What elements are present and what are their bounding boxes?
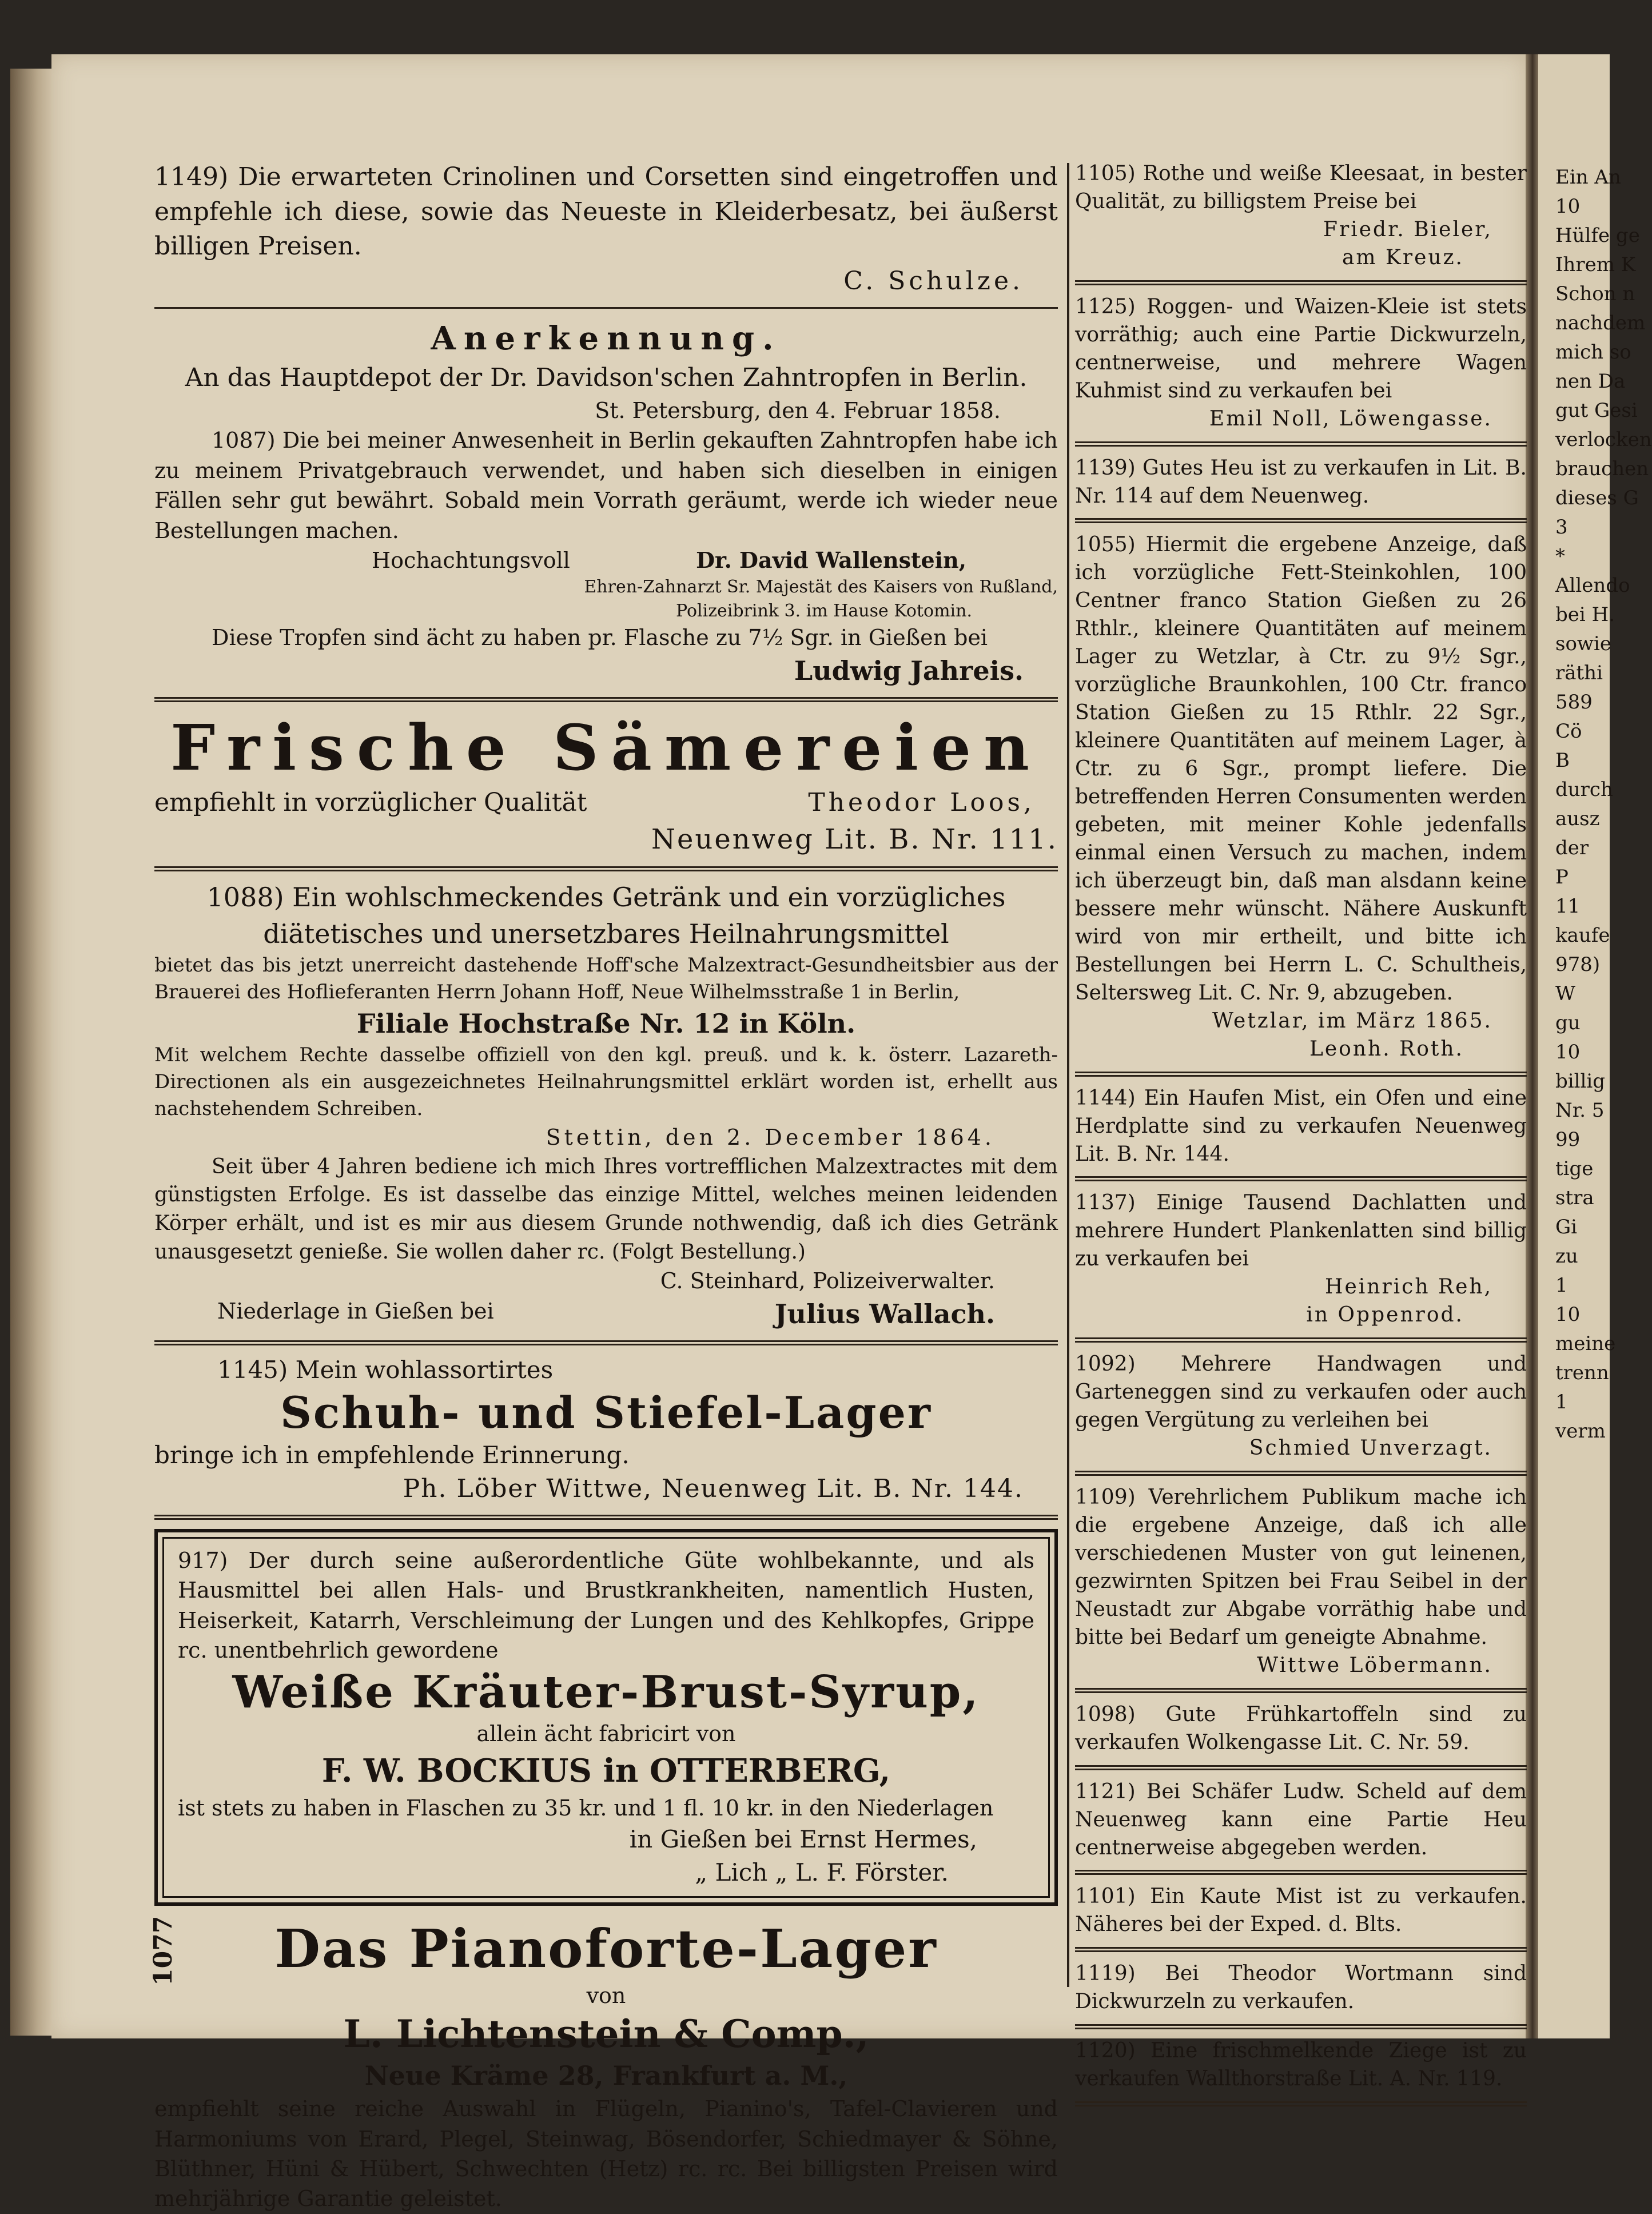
ad-body: 917) Der durch seine außerordentliche Güte wohlbekannte, und als Hausmittel bei allen Hals- und Brustkrankheiten, namentlich Husten, Heiserkeit, Katarrh, Verschleimung der Lungen und des Kehlkopfes, Grippe rc. unentbehrlich gewordene xyxy=(178,1547,1034,1663)
ad-letter: Seit über 4 Jahren bediene ich mich Ihres vortrefflichen Malzextractes mit dem günstigsten Erfolge. Es ist dasselbe das einzige Mittel, welches meinen leidenden Körper erhält, und ist es mir aus diesem Grunde nothwendig, daß ich dies Getränk unausgesetzt genieße. Sie wollen daher rc. (Folgt Bestellung.) xyxy=(154,1154,1058,1264)
fragment-line: gu xyxy=(1555,1012,1581,1034)
separator xyxy=(154,307,1058,309)
separator xyxy=(154,1515,1058,1520)
fragment-line: 1 xyxy=(1555,1391,1568,1413)
classified-signature: Wittwe Löbermann. xyxy=(1257,1653,1492,1677)
ad-917 xyxy=(162,1537,1050,1898)
fragment-line: 11 xyxy=(1555,895,1581,918)
separator xyxy=(1075,518,1527,523)
classified-text: 1144) Ein Haufen Mist, ein Ofen und eine Herdplatte sind zu verkaufen Neuenweg Lit. B. Nr. 144. xyxy=(1075,1086,1527,1166)
ad-dealer-1: in Gießen bei Ernst Hermes, xyxy=(629,1825,977,1854)
ad-availability: ist stets zu haben in Flaschen zu 35 kr. und 1 fl. 10 kr. in den Niederlagen xyxy=(178,1795,994,1821)
ad-headline: Weiße Kräuter-Brust-Syrup, xyxy=(232,1666,980,1718)
ad-1145 xyxy=(154,1353,1058,1507)
classified-ad xyxy=(1075,1085,1527,1169)
separator xyxy=(1075,1337,1527,1343)
right-ads-list xyxy=(1075,160,1527,2107)
separator xyxy=(1075,1176,1527,1181)
closing-text: Hochachtungsvoll xyxy=(372,548,570,574)
ad-intro: 1145) Mein wohlassortirtes xyxy=(217,1356,554,1384)
ad-signature: C. Schulze. xyxy=(843,266,1024,296)
fragment-line: 10 xyxy=(1555,1041,1581,1064)
fragment-line: 10 xyxy=(1555,1303,1581,1326)
classified-signature: Leonh. Roth. xyxy=(1309,1037,1464,1061)
ad-line: bringe ich in empfehlende Erinnerung. xyxy=(154,1441,630,1470)
classified-signature: Heinrich Reh, xyxy=(1325,1275,1492,1299)
fragment-line: Gi xyxy=(1555,1216,1578,1239)
ad-title: 1088) Ein wohlschmeckendes Getränk und ein vorzügliches diätetisches und unersetzbares Heilnahrungsmittel xyxy=(206,882,1006,949)
separator xyxy=(1075,2024,1527,2029)
fragment-line: mich so xyxy=(1555,341,1631,364)
classified-ad xyxy=(1075,1351,1527,1463)
fragment-line: Ihrem K xyxy=(1555,253,1636,276)
ad-1087 xyxy=(154,317,1058,689)
fragment-line: 1 xyxy=(1555,1274,1568,1297)
fragment-line: räthi xyxy=(1555,662,1603,684)
fragment-line: durch xyxy=(1555,778,1613,801)
fragment-line: Hülfe ge xyxy=(1555,224,1640,247)
ad-1149 xyxy=(154,160,1058,299)
left-column xyxy=(149,160,1058,2214)
separator xyxy=(1075,1765,1527,1770)
separator xyxy=(1075,1870,1527,1875)
ad-917-box xyxy=(154,1529,1058,1906)
ad-maker: F. W. BOCKIUS in OTTERBERG, xyxy=(321,1751,891,1790)
right-column xyxy=(1075,160,1527,2115)
classified-ad xyxy=(1075,1960,1527,2016)
classified-signature: in Oppenrod. xyxy=(1306,1303,1464,1327)
separator xyxy=(1075,1471,1527,1476)
classified-ad xyxy=(1075,293,1527,433)
classified-signature: Friedr. Bieler, xyxy=(1323,217,1492,241)
fragment-line: nachdem xyxy=(1555,312,1646,335)
fragment-line: 10 xyxy=(1555,195,1581,218)
seeds-address: Neuenweg Lit. B. Nr. 111. xyxy=(651,823,1058,855)
ad-filiale: Filiale Hochstraße Nr. 12 in Köln. xyxy=(356,1008,856,1039)
classified-text: 1092) Mehrere Handwagen und Garteneggen sind zu verkaufen oder auch gegen Vergütung zu verleihen bei xyxy=(1075,1352,1527,1432)
classified-ad xyxy=(1075,1883,1527,1939)
fragment-line: 3 xyxy=(1555,516,1568,539)
book-page-edge xyxy=(10,69,56,2036)
dealer-name: Ludwig Jahreis. xyxy=(794,655,1024,686)
fragment-line: trenn xyxy=(1555,1361,1609,1384)
classified-text: 1098) Gute Frühkartoffeln sind zu verkaufen Wolkengasse Lit. C. Nr. 59. xyxy=(1075,1702,1527,1754)
fragment-line: Cö xyxy=(1555,720,1582,743)
piano-headline: Das Pianoforte-Lager xyxy=(274,1918,938,1980)
ad-dealer-2: „ Lich „ L. F. Förster. xyxy=(695,1858,949,1887)
fragment-line: verlocken xyxy=(1555,428,1652,451)
fragment-line: 978) xyxy=(1555,953,1601,976)
fragment-line: bei H. xyxy=(1555,603,1615,626)
fragment-line: B xyxy=(1555,749,1570,772)
depot-name: Julius Wallach. xyxy=(774,1298,995,1329)
fragment-line: kaufe xyxy=(1555,924,1610,947)
side-number: 1077 xyxy=(149,1916,178,1986)
classified-ad xyxy=(1075,160,1527,272)
seeds-quality: empfiehlt in vorzüglicher Qualität xyxy=(154,788,587,818)
fragment-line: gut Gesi xyxy=(1555,399,1638,422)
piano-firm: L. Lichtenstein & Comp., xyxy=(343,2012,869,2057)
ad-addressee: An das Hauptdepot der Dr. Davidson'schen Zahntropfen in Berlin. xyxy=(185,363,1028,393)
fragment-line: billig xyxy=(1555,1070,1606,1093)
classified-text: 1125) Roggen- und Waizen-Kleie ist stets vorräthig; auch eine Partie Dickwurzeln, centnerweise, und mehrere Wagen Kuhmist sind zu verkaufen bei xyxy=(1075,294,1527,403)
classified-ad xyxy=(1075,455,1527,511)
classified-signature: Wetzlar, im März 1865. xyxy=(1212,1009,1492,1033)
fragment-line: nen Da xyxy=(1555,370,1626,393)
ad-body-1: bietet das bis jetzt unerreicht dastehende Hoff'sche Malzextract-Gesundheitsbier aus der Brauerei des Hoflieferanten Herrn Johann Hoff, Neue Wilhelmsstraße 1 in Berlin, xyxy=(154,954,1058,1004)
ad-headline: Schuh- und Stiefel-Lager xyxy=(280,1387,932,1439)
signer-address: Polizeibrink 3. im Hause Kotomin. xyxy=(675,600,972,621)
fragment-line: meine xyxy=(1555,1332,1616,1355)
ad-seeds xyxy=(154,710,1058,858)
ad-piano xyxy=(149,1916,1058,2214)
classified-text: 1105) Rothe und weiße Kleesaat, in bester Qualität, zu billigstem Preise bei xyxy=(1075,162,1527,213)
fragment-line: der xyxy=(1555,837,1589,859)
fragment-line: sowie xyxy=(1555,632,1612,655)
fragment-line: ausz xyxy=(1555,807,1600,830)
fragment-line: 99 xyxy=(1555,1128,1581,1151)
fragment-line: Schon n xyxy=(1555,282,1635,305)
classified-text: 1139) Gutes Heu ist zu verkaufen in Lit. B. Nr. 114 auf dem Neuenweg. xyxy=(1075,456,1527,508)
separator xyxy=(1075,280,1527,285)
fragment-line: dieses G xyxy=(1555,487,1639,509)
ad-body: 1087) Die bei meiner Anwesenheit in Berlin gekauften Zahntropfen habe ich zu meinem Privatgebrauch verwendet, und haben sich dieselben in einigen Fällen sehr gut bewährt. Sobald mein Vorrath geräumt, werde ich wieder neue Bestellungen machen. xyxy=(154,428,1058,543)
ad-1088 xyxy=(154,879,1058,1332)
classified-signature: Emil Noll, Löwengasse. xyxy=(1209,407,1492,431)
separator xyxy=(1075,1947,1527,1952)
fragment-line: Nr. 5 xyxy=(1555,1099,1605,1122)
ad-dateline: Stettin, den 2. December 1864. xyxy=(546,1125,995,1150)
fragment-line: brauchen xyxy=(1555,457,1649,480)
piano-von: von xyxy=(586,1982,626,2008)
fragment-line: stra xyxy=(1555,1186,1594,1209)
classified-ad xyxy=(1075,1701,1527,1757)
classified-ad xyxy=(1075,1484,1527,1680)
classified-text: 1120) Eine frischmelkende Ziege ist zu verkaufen Wallthorstraße Lit. A. Nr. 119. xyxy=(1075,2039,1527,2091)
fragment-line: verm xyxy=(1555,1420,1606,1443)
ad-signer: C. Steinhard, Polizeiverwalter. xyxy=(660,1268,995,1294)
classified-text: 1101) Ein Kaute Mist ist zu verkaufen. Näheres bei der Exped. d. Blts. xyxy=(1075,1885,1527,1937)
fragment-line: * xyxy=(1555,545,1565,568)
separator xyxy=(154,697,1058,702)
classified-ad xyxy=(1075,1189,1527,1329)
depot-label: Niederlage in Gießen bei xyxy=(217,1298,494,1324)
fragment-line: tige xyxy=(1555,1157,1594,1180)
classified-text: 1055) Hiermit die ergebene Anzeige, daß ich vorzügliche Fett-Steinkohlen, 100 Centner franco Station Gießen zu 26 Rthlr., kleinere Quantitäten auf meinem Lager zu Wetzlar, à Ctr. zu 9½ Sgr., vorzügliche Braunkohlen, 100 Ctr. franco Station Gießen zu 15 Rthlr. 22 Sgr., kleinere Quantitäten auf meinem Lager, à Ctr. zu 6 Sgr., prompt liefere. Die betreffenden Herren Consumenten werden gebeten, mit meiner Kohle jedenfalls einmal einen Versuch zu machen, indem ich überzeugt bin, daß man alsdann keine bessere mehr wünscht. Nähere Auskunft wird von mir ertheilt, und bitte ich Bestellungen bei Herrn L. C. Schultheis, Seltersweg Lit. C. Nr. 9, abzugeben. xyxy=(1075,533,1527,1005)
classified-ad xyxy=(1075,1778,1527,1862)
fragment-line: Ein An xyxy=(1555,166,1621,189)
piano-address: Neue Kräme 28, Frankfurt a. M., xyxy=(364,2060,848,2091)
seeds-line xyxy=(154,786,1058,821)
piano-body: empfiehlt seine reiche Auswahl in Flügeln, Pianino's, Tafel-Clavieren und Harmoniums von Erard, Plegel, Steinwag, Bösendorfer, Schiedmayer & Söhne, Blüthner, Hüni & Hübert, Schwechten (Hetz) rc. rc. Bei billigsten Preisen wird mehrjährige Garantie geleistet. xyxy=(154,2096,1058,2212)
ad-body-2: Mit welchem Rechte dasselbe offiziell von den kgl. preuß. und k. k. österr. Lazareth-Directionen als ein ausgezeichnetes Heilnahrungsmittel erklärt worden ist, erhellt aus nachstehendem Schreiben. xyxy=(154,1044,1058,1121)
classified-ad xyxy=(1075,531,1527,1063)
ad-dateline: St. Petersburg, den 4. Februar 1858. xyxy=(595,397,1001,423)
seeds-headline: Frische Sämereien xyxy=(170,711,1042,785)
adjacent-page-fragment xyxy=(1538,54,1652,2038)
fragment-line: P xyxy=(1555,866,1569,889)
fragment-line: zu xyxy=(1555,1245,1578,1268)
classified-ad xyxy=(1075,2037,1527,2093)
ad-sub: allein ächt fabricirt von xyxy=(476,1721,736,1747)
ad-footer: Diese Tropfen sind ächt zu haben pr. Flasche zu 7½ Sgr. in Gießen bei xyxy=(212,625,988,651)
classified-signature: Schmied Unverzagt. xyxy=(1249,1436,1492,1460)
separator xyxy=(1075,1072,1527,1077)
ad-text: 1149) Die erwarteten Crinolinen und Corsetten sind eingetroffen und empfehle ich diese, sowie das Neueste in Kleiderbesatz, bei äußerst billigen Preisen. xyxy=(154,162,1058,261)
classified-text: 1119) Bei Theodor Wortmann sind Dickwurzeln zu verkaufen. xyxy=(1075,1962,1527,2014)
ad-depot xyxy=(154,1296,1058,1332)
classified-text: 1137) Einige Tausend Dachlatten und mehrere Hundert Plankenlatten sind billig zu verkaufen bei xyxy=(1075,1191,1527,1271)
separator xyxy=(1075,441,1527,447)
separator xyxy=(154,1340,1058,1345)
signer-title: Ehren-Zahnarzt Sr. Majestät des Kaisers von Rußland, xyxy=(584,577,1058,598)
ad-signature: Ph. Löber Wittwe, Neuenweg Lit. B. Nr. 144. xyxy=(403,1474,1024,1504)
ad-heading: Anerkennung. xyxy=(431,319,782,357)
classified-text: 1109) Verehrlichem Publikum mache ich die ergebene Anzeige, daß ich alle verschiedenen Muster von gut leinenen, gezwirnten Spitzen bei Frau Seibel in der Neustadt zur Abgabe vorräthig habe und bitte bei Bedarf um geneigte Abnahme. xyxy=(1075,1486,1527,1649)
classified-text: 1121) Bei Schäfer Ludw. Scheld auf dem Neuenweg kann eine Partie Heu centnerweise abgegeben werden. xyxy=(1075,1779,1527,1859)
separator xyxy=(1075,2101,1527,2107)
fragment-line: Allendo xyxy=(1555,574,1630,597)
separator xyxy=(1075,1688,1527,1693)
ad-closing xyxy=(154,545,1058,575)
fragment-line: W xyxy=(1555,982,1575,1005)
signer-name: Dr. David Wallenstein, xyxy=(696,547,966,574)
separator xyxy=(154,866,1058,871)
classified-signature: am Kreuz. xyxy=(1341,245,1464,269)
seeds-name: Theodor Loos, xyxy=(808,788,1035,818)
fragment-line: 589 xyxy=(1555,691,1593,714)
column-divider xyxy=(1067,163,1069,1987)
book-gutter xyxy=(1526,54,1539,2038)
